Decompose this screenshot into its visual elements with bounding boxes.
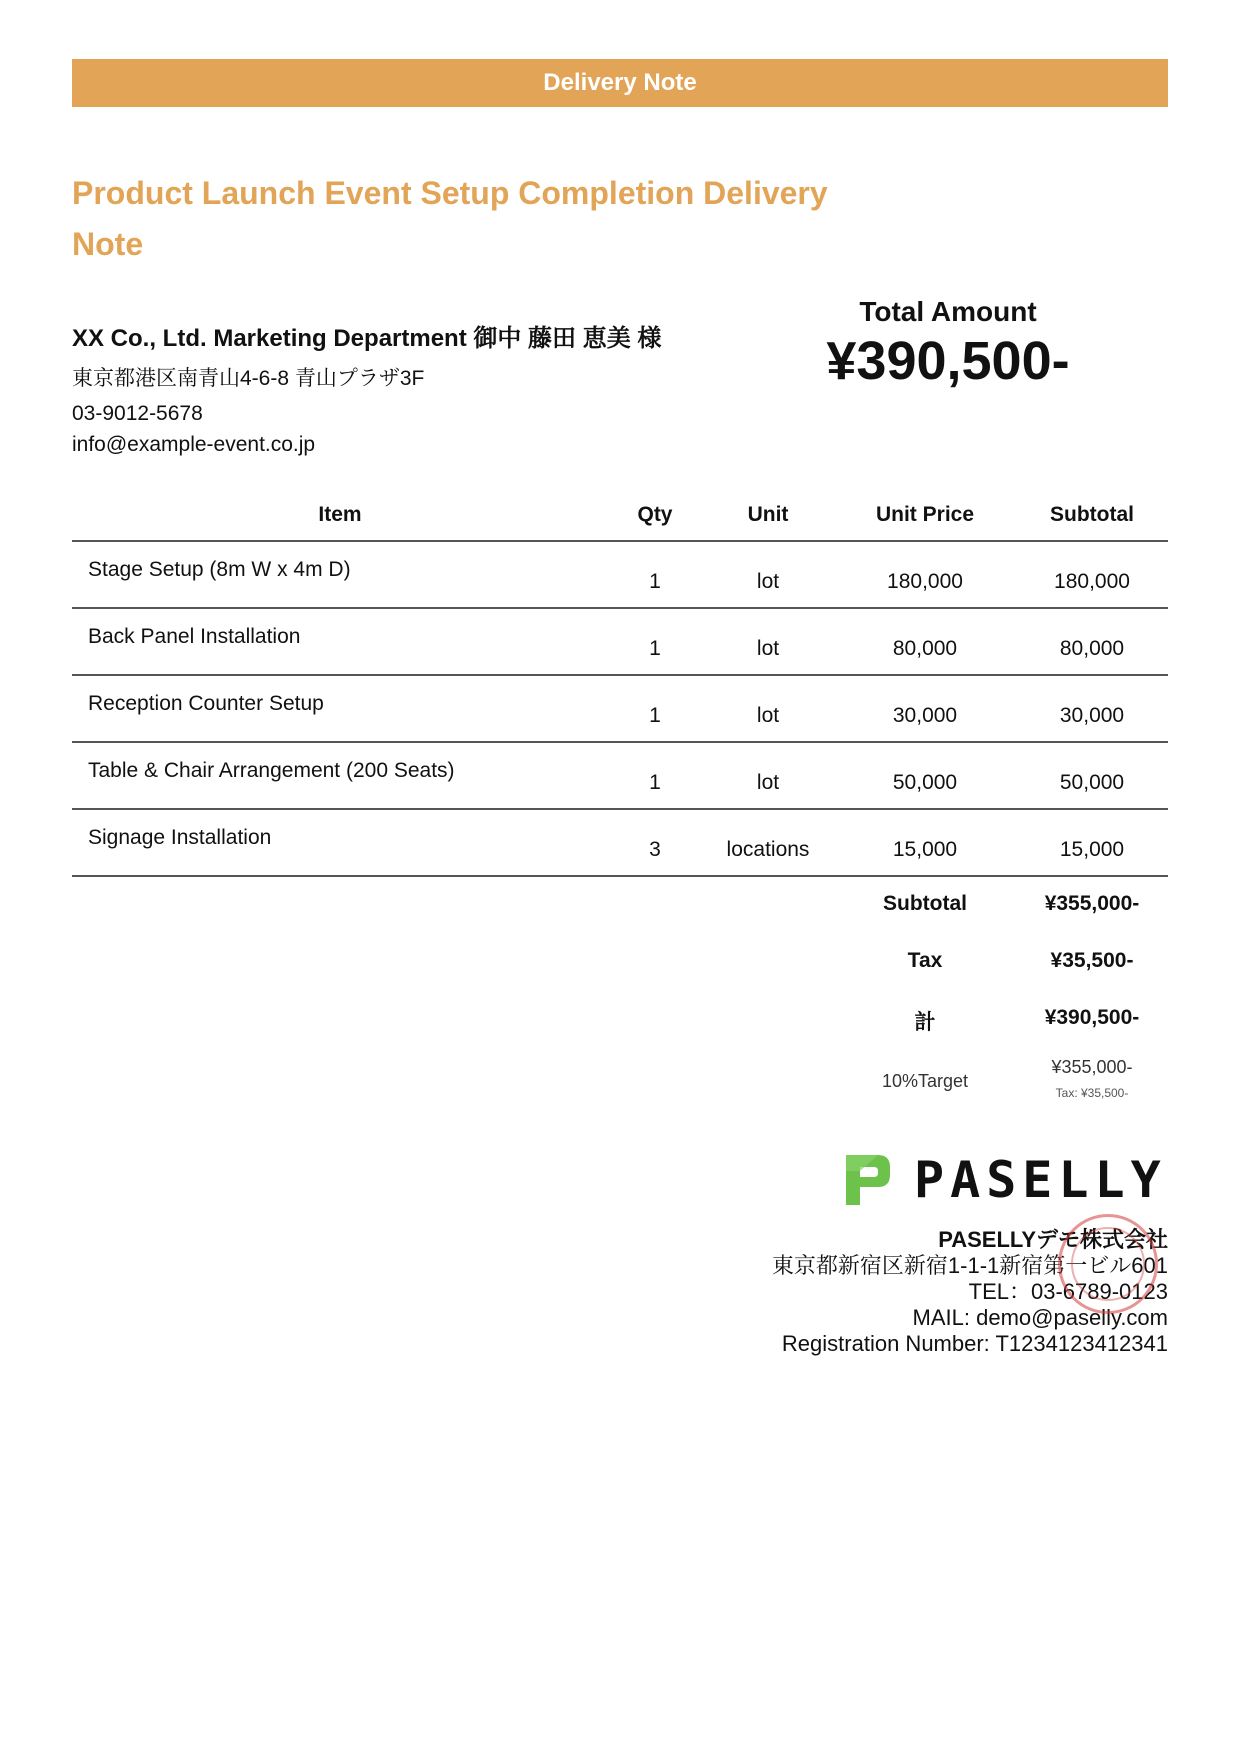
table-row [72, 542, 1168, 609]
issuer-address: 東京都新宿区新宿1-1-1新宿第一ビル601 [771, 1253, 1168, 1278]
grand-total-row [834, 994, 1168, 1051]
tax-target-label: 10%Target [881, 1071, 969, 1091]
column-header-item: Item [318, 503, 362, 526]
item-unit: lot [756, 704, 780, 727]
tax-target-base: ¥355,000- [1051, 1057, 1133, 1077]
item-name: Signage Installation [88, 826, 272, 849]
column-header-subtotal: Subtotal [1050, 503, 1134, 526]
item-unit: locations [726, 838, 810, 861]
issuer-registration: Registration Number: T1234123412341 [781, 1331, 1168, 1356]
total-amount-label: Total Amount [859, 296, 1037, 327]
column-header-unit: Unit [747, 503, 789, 526]
item-subtotal: 50,000 [1059, 771, 1125, 794]
grand-total-value: ¥390,500- [1044, 1006, 1140, 1029]
item-subtotal: 80,000 [1059, 637, 1125, 660]
item-qty: 1 [649, 771, 661, 794]
logo-wordmark: PASELLY [914, 1151, 1167, 1209]
item-unit-price: 80,000 [892, 637, 958, 660]
document-title: Product Launch Event Setup Completion Delivery Note [72, 175, 828, 262]
item-unit-price: 15,000 [892, 838, 958, 861]
item-name: Table & Chair Arrangement (200 Seats) [88, 759, 455, 782]
table-row [72, 743, 1168, 810]
item-qty: 1 [649, 637, 661, 660]
tax-value: ¥35,500- [1050, 949, 1134, 972]
table-row [72, 609, 1168, 676]
table-row [72, 810, 1168, 877]
column-header-unit-price: Unit Price [875, 503, 975, 526]
tax-row [834, 937, 1168, 994]
item-qty: 1 [649, 704, 661, 727]
item-subtotal: 15,000 [1059, 838, 1125, 861]
subtotal-row [834, 880, 1168, 937]
customer-address: 東京都港区南青山4-6-8 青山プラザ3F [72, 367, 425, 390]
item-subtotal: 30,000 [1059, 704, 1125, 727]
item-unit-price: 30,000 [892, 704, 958, 727]
totals-summary [834, 880, 1168, 1111]
column-header-qty: Qty [637, 503, 673, 526]
issuer-mail: MAIL: demo@paselly.com [912, 1305, 1168, 1330]
item-unit: lot [756, 771, 780, 794]
item-unit-price: 180,000 [887, 570, 963, 593]
grand-total-label: 計 [914, 1011, 936, 1034]
tax-breakdown-row [834, 1051, 1168, 1111]
issuer-block [600, 1227, 1168, 1357]
total-amount-value: ¥390,500- [826, 331, 1070, 391]
company-logo [838, 1150, 1167, 1210]
items-table [72, 490, 1168, 877]
tax-target-amount: Tax: ¥35,500- [1055, 1086, 1129, 1100]
item-qty: 3 [649, 838, 661, 861]
customer-phone: 03-9012-5678 [72, 402, 203, 425]
tax-label: Tax [907, 949, 943, 972]
customer-name: XX Co., Ltd. Marketing Department 御中 藤田 恵美 様 [72, 325, 662, 352]
customer-email: info@example-event.co.jp [72, 433, 316, 456]
table-row [72, 676, 1168, 743]
subtotal-value: ¥355,000- [1044, 892, 1140, 915]
item-subtotal: 180,000 [1054, 570, 1130, 593]
items-table-header [72, 490, 1168, 542]
issuer-company: PASELLYデモ株式会社 [938, 1227, 1168, 1252]
item-qty: 1 [649, 570, 661, 593]
item-name: Reception Counter Setup [88, 692, 324, 715]
issuer-tel: TEL：03-6789-0123 [968, 1279, 1168, 1304]
item-unit: lot [756, 570, 780, 593]
leaf-mark-icon [838, 1151, 892, 1209]
document-type-banner: Delivery Note [72, 59, 1168, 107]
item-unit: lot [756, 637, 780, 660]
item-name: Back Panel Installation [88, 625, 301, 648]
item-unit-price: 50,000 [892, 771, 958, 794]
item-name: Stage Setup (8m W x 4m D) [88, 558, 351, 581]
subtotal-label: Subtotal [883, 892, 967, 915]
